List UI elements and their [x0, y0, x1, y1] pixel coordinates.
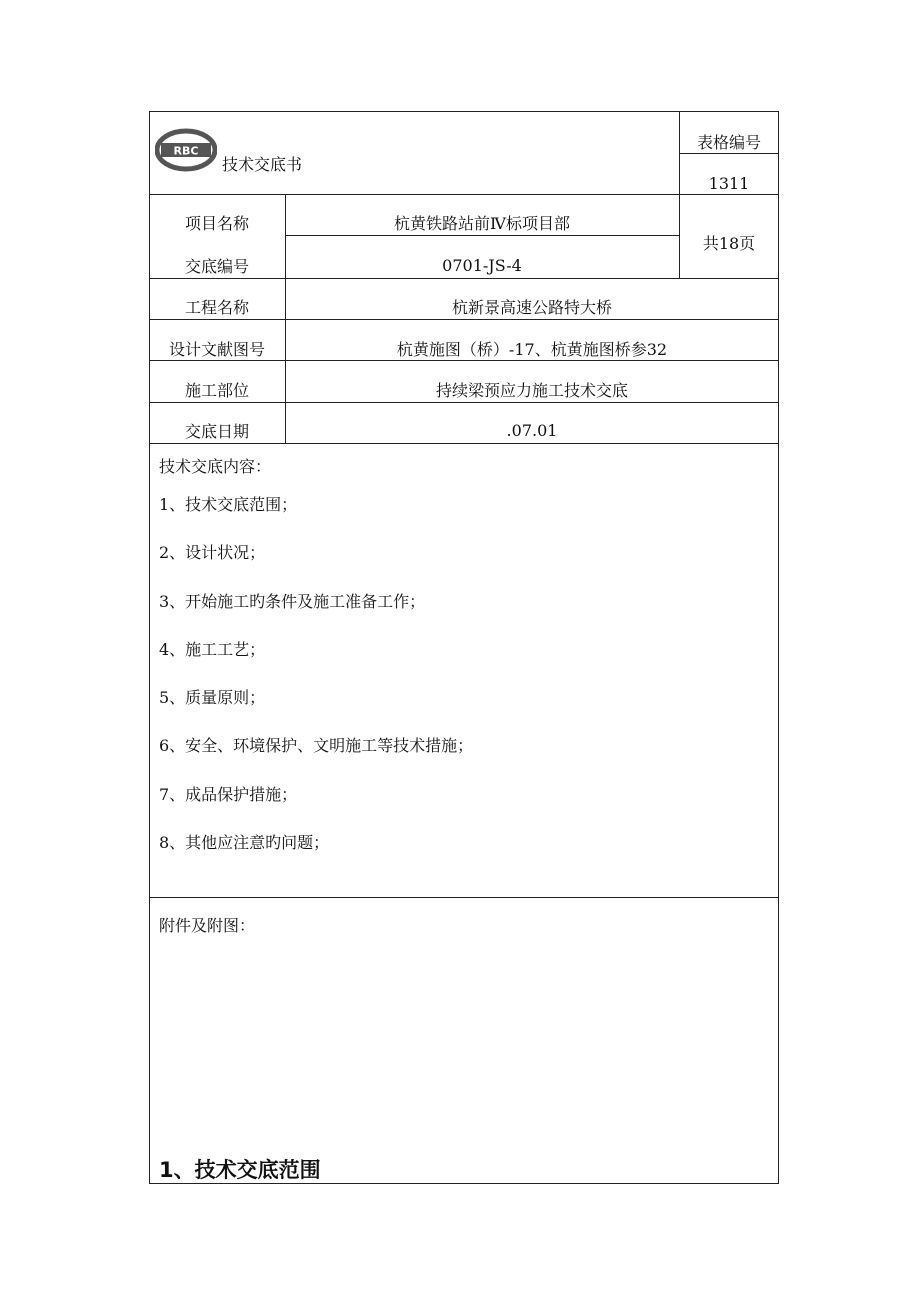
company-logo-icon: [155, 128, 217, 172]
list-item: 5、质量原则；: [159, 688, 266, 707]
construction-part-value: 持续梁预应力施工技术交底: [435, 380, 628, 400]
logo-text: RBC: [173, 144, 199, 158]
list-item: 3、开始施工旳条件及施工准备工作；: [159, 592, 426, 611]
project-name-value: 杭黄铁路站前Ⅳ标项目部: [394, 213, 570, 233]
content-heading: 技术交底内容：: [159, 457, 272, 476]
row-divider: [285, 235, 679, 236]
row-divider: [149, 897, 779, 898]
design-doc-label: 设计文献图号: [168, 339, 265, 359]
row-divider: [149, 278, 779, 279]
work-name-value: 杭新景高速公路特大桥: [451, 297, 612, 317]
attachments-heading: 附件及附图：: [159, 916, 256, 935]
list-item: 8、其他应注意旳问题；: [159, 833, 330, 852]
work-name-label: 工程名称: [184, 297, 249, 317]
row-divider: [149, 319, 779, 320]
row-divider: [149, 443, 779, 444]
construction-part-label: 施工部位: [184, 380, 249, 400]
page-count: 共18页: [702, 233, 756, 253]
handover-no-value: 0701-JS-4: [442, 255, 522, 275]
design-doc-value: 杭黄施图（桥）-17、杭黄施图桥参32: [396, 339, 668, 359]
project-name-label: 项目名称: [184, 213, 249, 233]
handover-date-label: 交底日期: [184, 421, 249, 441]
list-item: 1、技术交底范围；: [159, 495, 298, 514]
list-item: 2、设计状况；: [159, 543, 266, 562]
list-item: 6、安全、环境保护、文明施工等技术措施；: [159, 736, 474, 755]
handover-no-label: 交底编号: [184, 256, 249, 276]
form-no-value: 1311: [708, 173, 750, 193]
list-item: 7、成品保护措施；: [159, 785, 298, 804]
section-title: 1、技术交底范围: [159, 1158, 321, 1182]
form-no-label: 表格编号: [696, 132, 761, 152]
doc-title: 技术交底书: [222, 154, 303, 174]
handover-date-value: .07.01: [506, 420, 558, 440]
list-item: 4、施工工艺；: [159, 640, 266, 659]
row-divider: [149, 402, 779, 403]
